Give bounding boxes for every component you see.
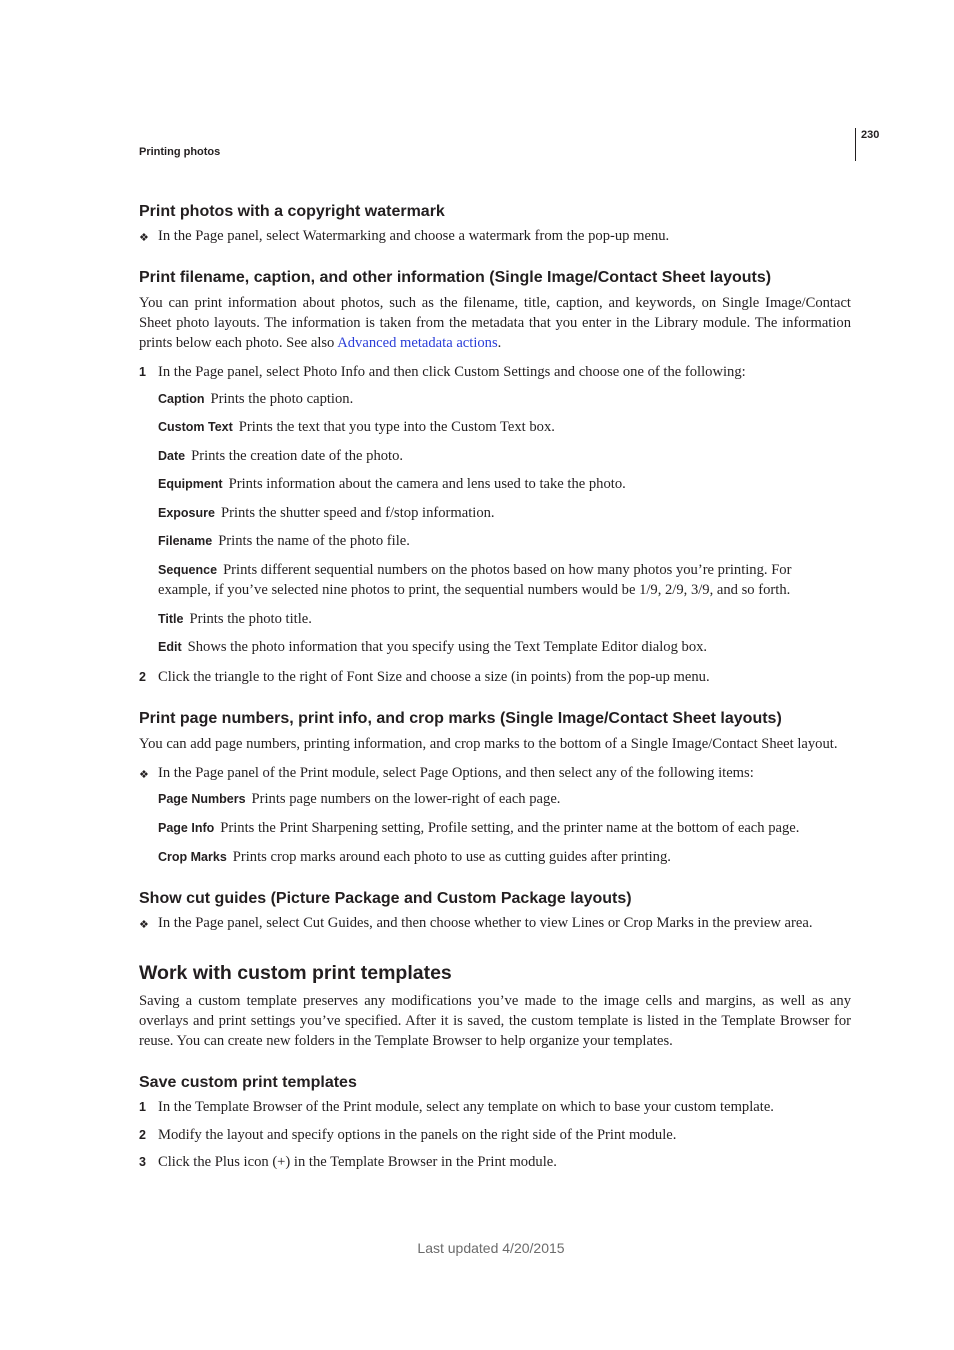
bullet-icon: ❖ — [139, 769, 149, 781]
option-desc: Prints the shutter speed and f/stop information. — [220, 505, 495, 521]
print-info-intro — [139, 293, 851, 353]
option-desc: Prints crop marks around each photo to use as cutting guides after printing. — [232, 849, 671, 865]
page-number: 230 — [861, 129, 880, 141]
option-term: Caption — [158, 392, 205, 406]
bullet-icon: ❖ — [139, 919, 149, 931]
step-number: 1 — [139, 365, 146, 379]
option-desc: Prints the creation date of the photo. — [191, 448, 404, 464]
option-exposure — [158, 503, 495, 523]
step-text: Click the Plus icon (+) in the Template Browser in the Print module. — [158, 1154, 557, 1170]
option-term: Custom Text — [158, 420, 233, 434]
page-numbers-intro: You can add page numbers, printing information, and crop marks to the bottom of a Single Image/Contact Sheet layout. — [139, 736, 838, 752]
option-date — [158, 446, 403, 466]
step-text: In the Template Browser of the Print module, select any template on which to base your custom template. — [158, 1099, 774, 1115]
option-term: Page Info — [158, 821, 215, 835]
intro-end: . — [497, 335, 502, 351]
option-equipment — [158, 474, 626, 494]
step-number: 2 — [139, 1128, 146, 1142]
heading-cut-guides: Show cut guides (Picture Package and Custom Package layouts) — [139, 890, 632, 907]
option-term: Equipment — [158, 477, 223, 491]
page-options-instruction: In the Page panel of the Print module, select Page Options, and then select any of the following items: — [158, 765, 754, 781]
option-desc: Prints the Print Sharpening setting, Profile setting, and the printer name at the bottom of each page. — [220, 820, 800, 836]
option-term: Title — [158, 612, 184, 626]
watermark-instruction: In the Page panel, select Watermarking and choose a watermark from the pop-up menu. — [158, 228, 670, 244]
heading-save-templates: Save custom print templates — [139, 1074, 357, 1091]
option-term: Date — [158, 449, 186, 463]
option-desc: Prints information about the camera and lens used to take the photo. — [228, 476, 626, 492]
option-desc: Prints page numbers on the lower-right of each page. — [251, 791, 561, 807]
option-term: Exposure — [158, 506, 215, 520]
cut-guides-instruction: In the Page panel, select Cut Guides, and then choose whether to view Lines or Crop Marks in the preview area. — [158, 915, 813, 931]
option-desc: Prints the text that you type into the Custom Text box. — [238, 419, 555, 435]
step-text: Click the triangle to the right of Font Size and choose a size (in points) from the pop-up menu. — [158, 669, 710, 685]
option-title — [158, 609, 312, 629]
option-sequence — [158, 560, 830, 600]
option-desc: Prints the photo title. — [189, 611, 312, 627]
heading-custom-templates: Work with custom print templates — [139, 962, 452, 984]
option-desc: Prints the name of the photo file. — [218, 533, 410, 549]
option-term: Page Numbers — [158, 792, 246, 806]
header-divider — [855, 128, 856, 161]
option-page-numbers — [158, 789, 560, 809]
option-custom-text — [158, 417, 555, 437]
option-term: Filename — [158, 534, 213, 548]
bullet-icon: ❖ — [139, 232, 149, 244]
option-desc: Prints different sequential numbers on the photos based on how many photos you’re printing. For example, if you’ve selected nine photos to print, the sequential numbers would be 1/9, 2/9, 3/9, and so forth. — [158, 562, 792, 598]
option-term: Sequence — [158, 563, 218, 577]
option-desc: Shows the photo information that you specify using the Text Template Editor dialog box. — [187, 639, 708, 655]
step-number: 2 — [139, 670, 146, 684]
step-number: 3 — [139, 1155, 146, 1169]
intro-text: You can print information about photos, such as the filename, title, caption, and keywords, on Single Image/Contact Sheet photo layouts. The information is taken from the metadata that you enter in the Library module. The information prints below each photo. See also — [139, 295, 851, 351]
step-text: In the Page panel, select Photo Info and then click Custom Settings and choose one of the following: — [158, 364, 746, 380]
step-text: Modify the layout and specify options in the panels on the right side of the Print module. — [158, 1127, 677, 1143]
heading-print-info: Print filename, caption, and other information (Single Image/Contact Sheet layouts) — [139, 269, 772, 286]
option-desc: Prints the photo caption. — [210, 391, 354, 407]
option-page-info — [158, 818, 799, 838]
option-filename — [158, 531, 410, 551]
option-crop-marks — [158, 847, 671, 867]
option-caption — [158, 389, 353, 409]
option-term: Crop Marks — [158, 850, 227, 864]
heading-page-numbers: Print page numbers, print info, and crop marks (Single Image/Contact Sheet layouts) — [139, 710, 782, 727]
heading-copyright-watermark: Print photos with a copyright watermark — [139, 203, 445, 220]
option-term: Edit — [158, 640, 182, 654]
advanced-metadata-link[interactable]: Advanced metadata actions — [337, 335, 498, 351]
running-header: Printing photos — [139, 146, 221, 158]
custom-templates-intro: Saving a custom template preserves any modifications you’ve made to the image cells and margins, as well as any overlays and print settings you’ve specified. After it is saved, the custom template is listed in the Template Browser for reuse. You can create new folders in the Template Browser to help organize your templates. — [139, 993, 851, 1049]
last-updated: Last updated 4/20/2015 — [417, 1240, 565, 1256]
step-number: 1 — [139, 1100, 146, 1114]
option-edit — [158, 637, 707, 657]
